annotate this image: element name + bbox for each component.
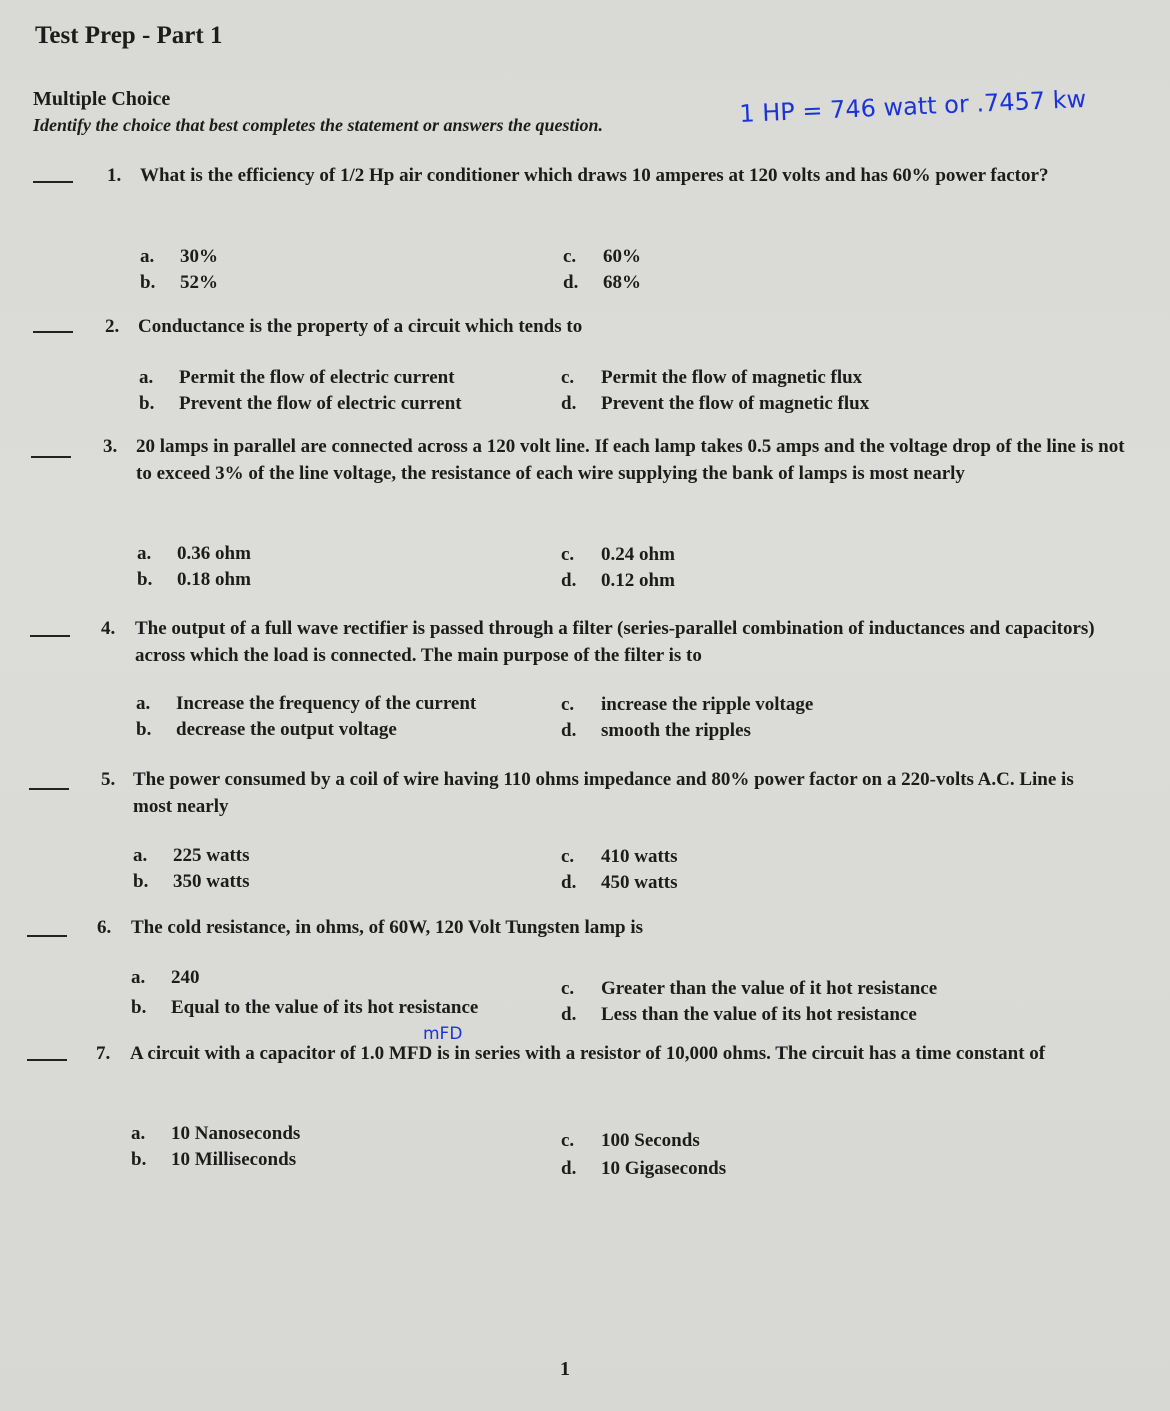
question-number: 7. [96, 1043, 111, 1064]
option-c: c. 410 watts [561, 846, 678, 867]
option-d: d. 68% [563, 272, 641, 293]
question-text: What is the efficiency of 1/2 Hp air conditioner which draws 10 amperes at 120 volts and has 60% power factor? [140, 165, 1049, 186]
option-a: a. 0.36 ohm [137, 543, 251, 564]
question-number: 3. [103, 436, 118, 457]
answer-blank[interactable] [29, 788, 69, 790]
answer-blank[interactable] [33, 181, 73, 183]
option-b: b. 52% [140, 272, 218, 293]
question-number: 6. [97, 917, 112, 938]
question-text: The output of a full wave rectifier is passed through a filter (series-parallel combination of inductances and capacitors) across which the load is connected. The main purpose of the filter is to [135, 618, 1095, 666]
option-c: c. 100 Seconds [561, 1130, 700, 1151]
answer-blank[interactable] [27, 935, 67, 937]
option-b: b. 10 Milliseconds [131, 1149, 297, 1170]
question-text: The power consumed by a coil of wire having 110 ohms impedance and 80% power factor on a 220-volts A.C. Line is most nearly [133, 769, 1074, 817]
option-c: c. 0.24 ohm [561, 544, 675, 565]
handwritten-note: 1 HP = 746 watt or .7457 kw [738, 84, 1087, 128]
answer-blank[interactable] [27, 1059, 67, 1061]
page-number: 1 [560, 1358, 570, 1380]
question-number: 4. [101, 618, 116, 639]
option-c: c. 60% [563, 246, 641, 267]
option-b: b. Equal to the value of its hot resistance [131, 997, 479, 1018]
question-number: 1. [107, 165, 122, 186]
option-a: a. 10 Nanoseconds [131, 1123, 301, 1144]
answer-blank[interactable] [30, 635, 70, 637]
instructions: Identify the choice that best completes the statement or answers the question. [33, 115, 603, 135]
handwritten-note: mFD [423, 1024, 463, 1044]
option-d: d. smooth the ripples [561, 720, 751, 741]
option-d: d. Less than the value of its hot resistance [561, 1004, 917, 1025]
option-c: c. Greater than the value of it hot resistance [561, 978, 938, 999]
option-b: b. 0.18 ohm [137, 569, 251, 590]
question-number: 2. [105, 316, 120, 337]
question-number: 5. [101, 769, 116, 790]
option-c: c. Permit the flow of magnetic flux [561, 367, 863, 388]
section-heading: Multiple Choice [33, 88, 171, 110]
option-a: a. Increase the frequency of the current [136, 693, 477, 714]
option-d: d. Prevent the flow of magnetic flux [561, 393, 870, 414]
question-text: The cold resistance, in ohms, of 60W, 120 Volt Tungsten lamp is [131, 917, 644, 938]
option-a: a. 225 watts [133, 845, 250, 866]
question-text: A circuit with a capacitor of 1.0 MFD is in series with a resistor of 10,000 ohms. The circuit has a time constant of [130, 1043, 1046, 1064]
question-text: 20 lamps in parallel are connected across a 120 volt line. If each lamp takes 0.5 amps and the voltage drop of the line is not to exceed 3% of the line voltage, the resistance of each wire supplying the bank of lamps is most nearly [136, 436, 1125, 484]
option-a: a. 240 [131, 967, 200, 988]
option-c: c. increase the ripple voltage [561, 694, 814, 715]
question-text: Conductance is the property of a circuit which tends to [138, 316, 583, 337]
option-d: d. 10 Gigaseconds [561, 1158, 727, 1179]
page-title: Test Prep - Part 1 [35, 22, 223, 49]
option-a: a. 30% [140, 246, 218, 267]
option-b: b. Prevent the flow of electric current [139, 393, 462, 414]
answer-blank[interactable] [33, 331, 73, 333]
option-d: d. 0.12 ohm [561, 570, 675, 591]
option-d: d. 450 watts [561, 872, 678, 893]
option-b: b. decrease the output voltage [136, 719, 397, 740]
option-b: b. 350 watts [133, 871, 250, 892]
option-a: a. Permit the flow of electric current [139, 367, 455, 388]
answer-blank[interactable] [31, 456, 71, 458]
